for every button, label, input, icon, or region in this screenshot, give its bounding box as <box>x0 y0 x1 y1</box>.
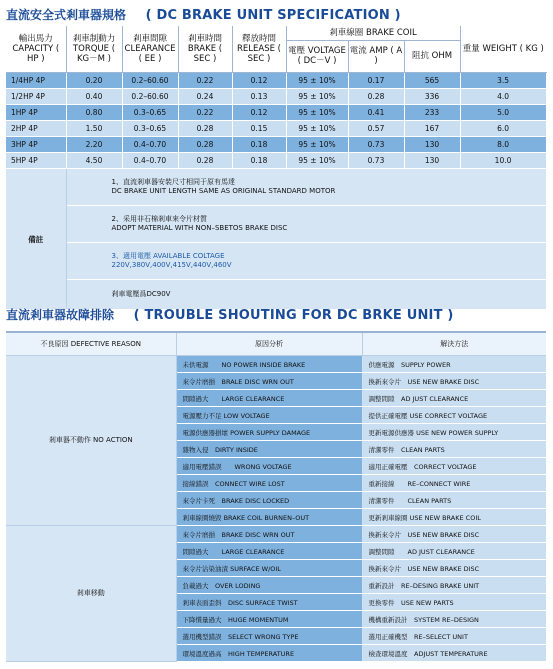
cause-cell: 剎車表面歪斜 DISC SURFACE TWIST <box>176 594 362 611</box>
cell-release: 0.12 <box>232 105 286 121</box>
cell-release: 0.15 <box>232 121 286 137</box>
cell-clearance: 0.2–60.60 <box>122 89 178 105</box>
cell-weight: 3.5 <box>460 73 546 89</box>
cell-weight: 10.0 <box>460 153 546 169</box>
cell-clearance: 0.4–0.70 <box>122 137 178 153</box>
header-ohm: 阻抗 OHM <box>404 40 460 72</box>
solution-cell: 機構重新設計 SYSTEM RE–DESIGN <box>362 611 546 628</box>
cell-amp: 0.73 <box>348 137 404 153</box>
group-brake-slip: 剎車移動 <box>6 526 176 662</box>
cell-capacity: 2HP 4P <box>6 121 66 137</box>
cell-torque: 0.80 <box>66 105 122 121</box>
cell-amp: 0.41 <box>348 105 404 121</box>
cell-release: 0.18 <box>232 153 286 169</box>
notes-row <box>6 243 546 280</box>
cell-ohm: 167 <box>404 121 460 137</box>
cell-release: 0.12 <box>232 73 286 89</box>
cell-capacity: 5HP 4P <box>6 153 66 169</box>
cause-cell: 間隙過大 LARGE CLEARANCE <box>176 390 362 407</box>
header-brake-time: 剎車時間 BRAKE ( SEC ) <box>178 26 232 73</box>
spec-row <box>6 89 546 105</box>
cell-torque: 0.40 <box>66 89 122 105</box>
solution-cell: 換新來令片 USE NEW BRAKE DISC <box>362 560 546 577</box>
cell-torque: 1.50 <box>66 121 122 137</box>
header-weight: 重量 WEIGHT ( KG ) <box>460 26 546 73</box>
notes-row <box>6 169 546 206</box>
header-voltage: 電壓 VOLTAGE ( DC－V ) <box>286 40 348 72</box>
cause-cell: 選用機型錯誤 SELECT WRONG TYPE <box>176 628 362 645</box>
cell-brake: 0.28 <box>178 153 232 169</box>
solution-cell: 選用正確機型 RE–SELECT UNIT <box>362 628 546 645</box>
spec-row <box>6 153 546 169</box>
solution-cell: 清潔零件 CLEAN PARTS <box>362 492 546 509</box>
trouble-title-zh: 直流剎車器故障排除 <box>6 308 115 322</box>
cause-cell: 電源壓力不足 LOW VOLTAGE <box>176 407 362 424</box>
header-clearance: 剎車間隙 CLEARANCE ( EE ) <box>122 26 178 73</box>
cell-voltage: 95 ± 10% <box>286 105 348 121</box>
cause-cell: 環境溫度過高 HIGH TEMPERATURE <box>176 645 362 662</box>
solution-cell: 更新剎車線圈 USE NEW BRAKE COIL <box>362 509 546 526</box>
cell-capacity: 1/4HP 4P <box>6 73 66 89</box>
cell-release: 0.18 <box>232 137 286 153</box>
solution-cell: 清潔零件 CLEAN PARTS <box>362 441 546 458</box>
group-no-action: 剎車器不動作 NO ACTION <box>6 356 176 526</box>
spec-title-en: ( DC BRAKE UNIT SPECIFICATION ) <box>145 8 401 23</box>
solution-cell: 重新接線 RE–CONNECT WIRE <box>362 475 546 492</box>
note-2-zh: 2、采用非石棉剎車來令片材質 <box>111 215 207 223</box>
cell-clearance: 0.2–60.60 <box>122 73 178 89</box>
note-3 <box>66 243 546 280</box>
solution-cell: 換新來令片 USE NEW BRAKE DISC <box>362 526 546 543</box>
cell-voltage: 95 ± 10% <box>286 73 348 89</box>
cell-ohm: 565 <box>404 73 460 89</box>
note-1-en: DC BRAKE UNIT LENGTH SAME AS ORIGINAL STANDARD MOTOR <box>111 187 336 195</box>
header-capacity: 輸出馬力 CAPACITY ( HP ) <box>6 26 66 73</box>
cell-amp: 0.17 <box>348 73 404 89</box>
spec-title-zh: 直流安全式剎車器規格 <box>6 8 127 22</box>
trouble-title-en: ( TROUBLE SHOUTING FOR DC BRKE UNIT ) <box>133 308 454 323</box>
note-4: 剎車電壓爲DC90V <box>66 280 546 310</box>
cell-amp: 0.57 <box>348 121 404 137</box>
solution-cell: 更新電源供應器 USE NEW POWER SUPPLY <box>362 424 546 441</box>
cell-torque: 0.20 <box>66 73 122 89</box>
solution-cell: 適用正確電壓 CORRECT VOLTAGE <box>362 458 546 475</box>
note-3-en: 220V,380V,400V,415V,440V,460V <box>111 261 232 269</box>
notes-row <box>6 206 546 243</box>
cause-cell: 剎車線圈燒毀 BRAKE COIL BURNEN–OUT <box>176 509 362 526</box>
cell-release: 0.13 <box>232 89 286 105</box>
header-amp: 電流 AMP ( A ) <box>348 40 404 72</box>
cell-weight: 6.0 <box>460 121 546 137</box>
spec-title <box>6 4 401 23</box>
cell-ohm: 336 <box>404 89 460 105</box>
cause-cell: 間隙過大 LARGE CLEARANCE <box>176 543 362 560</box>
cause-cell: 來令片沾染油漬 SURFACE W/OIL <box>176 560 362 577</box>
cell-amp: 0.28 <box>348 89 404 105</box>
cell-capacity: 1HP 4P <box>6 105 66 121</box>
header-defective-reason: 不良原因 DEFECTIVE REASON <box>6 332 176 356</box>
note-2-en: ADOPT MATERIAL WITH NON–SBETOS BRAKE DISC <box>111 224 288 232</box>
cell-capacity: 3HP 4P <box>6 137 66 153</box>
solution-cell: 更換零件 USE NEW PARTS <box>362 594 546 611</box>
cause-cell: 來令片磨損 BRAKE DISC WRN OUT <box>176 526 362 543</box>
cell-clearance: 0.4–0.70 <box>122 153 178 169</box>
cell-brake: 0.22 <box>178 105 232 121</box>
cause-cell: 來令片磨損 BRALE DISC WRN OUT <box>176 373 362 390</box>
note-2 <box>66 206 546 243</box>
notes-label: 備註 <box>6 169 66 310</box>
cause-cell: 未供電源 NO POWER INSIDE BRAKE <box>176 356 362 373</box>
cause-cell: 適用電壓錯誤 WRONG VOLTAGE <box>176 458 362 475</box>
cell-brake: 0.28 <box>178 121 232 137</box>
solution-cell: 調整間隙 AD JUST CLEARANCE <box>362 543 546 560</box>
cell-clearance: 0.3–0.65 <box>122 105 178 121</box>
solution-cell: 換新來令片 USE NEW BRAKE DISC <box>362 373 546 390</box>
cell-amp: 0.73 <box>348 153 404 169</box>
cell-clearance: 0.3–0.65 <box>122 121 178 137</box>
solution-cell: 提供正確電壓 USE CORRECT VOLTAGE <box>362 407 546 424</box>
solution-cell: 重新設計 RE–DESING BRAKE UNIT <box>362 577 546 594</box>
cell-torque: 4.50 <box>66 153 122 169</box>
note-1 <box>66 169 546 206</box>
cause-cell: 雜物入侵 DIRTY INSIDE <box>176 441 362 458</box>
cause-cell: 接線錯誤 CONNECT WIRE LOST <box>176 475 362 492</box>
note-1-zh: 1、直流剎車器安裝尺寸相同于原有馬達 <box>111 178 235 186</box>
trouble-title <box>6 304 454 323</box>
spec-row <box>6 121 546 137</box>
cell-ohm: 233 <box>404 105 460 121</box>
note-3-zh: 3、適用電壓 AVAILABLE COLTAGE <box>111 252 225 260</box>
spec-row <box>6 73 546 89</box>
cell-ohm: 130 <box>404 137 460 153</box>
header-cause: 原因分析 <box>176 332 362 356</box>
solution-cell: 供應電源 SUPPLY POWER <box>362 356 546 373</box>
cause-cell: 下降慣量過大 HUGE MOMENTUM <box>176 611 362 628</box>
spec-table <box>6 26 547 310</box>
solution-cell: 檢查環境溫度 ADJUST TEMPERATURE <box>362 645 546 662</box>
cell-voltage: 95 ± 10% <box>286 121 348 137</box>
cell-brake: 0.28 <box>178 137 232 153</box>
header-torque: 剎車制動力 TORQUE ( KG－M ) <box>66 26 122 73</box>
header-solution: 解決方法 <box>362 332 546 356</box>
cause-cell: 電源供應器損壞 POWER SUPPLY DAMAGE <box>176 424 362 441</box>
cell-voltage: 95 ± 10% <box>286 89 348 105</box>
trouble-row <box>6 526 546 543</box>
cell-weight: 4.0 <box>460 89 546 105</box>
trouble-table <box>6 331 546 662</box>
cell-torque: 2.20 <box>66 137 122 153</box>
cell-weight: 5.0 <box>460 105 546 121</box>
cell-brake: 0.24 <box>178 89 232 105</box>
cause-cell: 負載過大 OVER LODING <box>176 577 362 594</box>
solution-cell: 調整間隙 AD JUST CLEARANCE <box>362 390 546 407</box>
spec-row <box>6 137 546 153</box>
cell-ohm: 130 <box>404 153 460 169</box>
cell-voltage: 95 ± 10% <box>286 137 348 153</box>
cell-capacity: 1/2HP 4P <box>6 89 66 105</box>
header-brake-coil: 剎車線圈 BRAKE COIL <box>286 26 460 40</box>
trouble-row <box>6 356 546 373</box>
header-release-time: 釋放時間 RELEASE ( SEC ) <box>232 26 286 73</box>
cause-cell: 來令片卡死 BRAKE DISC LOCKED <box>176 492 362 509</box>
cell-brake: 0.22 <box>178 73 232 89</box>
spec-row <box>6 105 546 121</box>
cell-weight: 8.0 <box>460 137 546 153</box>
cell-voltage: 95 ± 10% <box>286 153 348 169</box>
